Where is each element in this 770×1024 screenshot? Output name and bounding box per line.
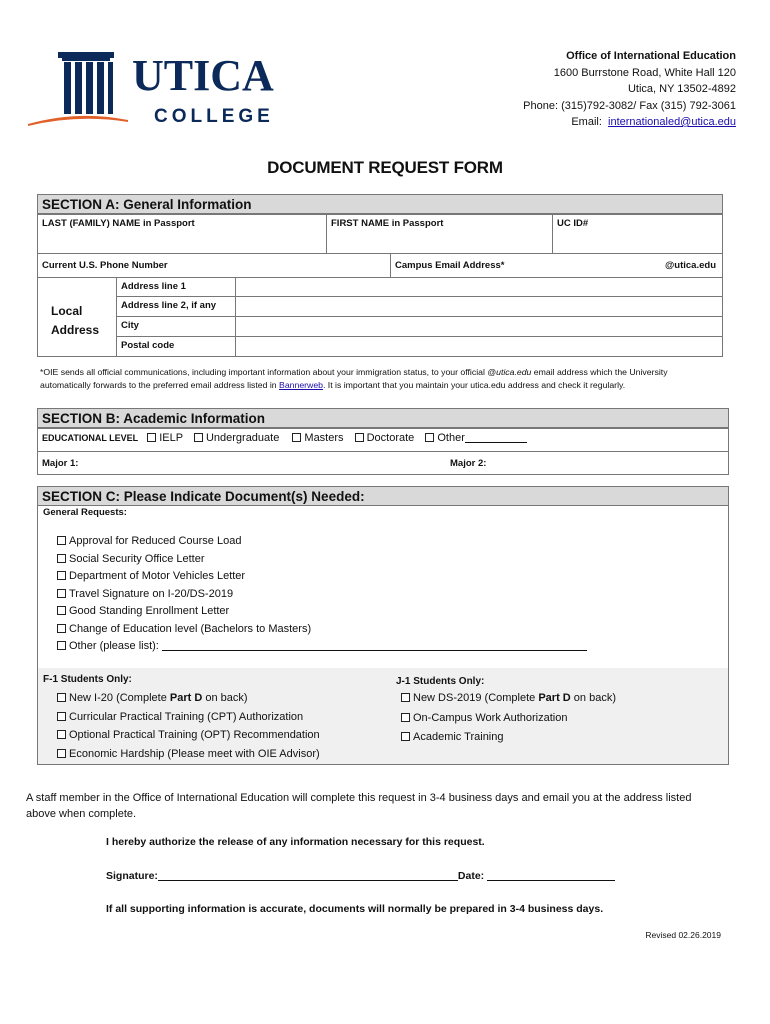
campus-email-label: Campus Email Address* — [395, 260, 505, 271]
office-address-1: 1600 Burrstone Road, White Hall 120 — [553, 66, 736, 79]
request-social-security-letter[interactable] — [57, 551, 587, 569]
request-dmv-letter[interactable] — [57, 568, 587, 586]
request-other[interactable] — [57, 638, 587, 656]
level-doctorate-option[interactable] — [355, 432, 415, 444]
j1-students-label: J-1 Students Only: — [396, 676, 485, 687]
j1-options-list — [401, 689, 616, 748]
educational-level-row — [37, 428, 729, 452]
logo-word-college: COLLEGE — [154, 106, 274, 127]
level-doctorate-label: Doctorate — [366, 432, 415, 444]
campus-email-suffix: @utica.edu — [665, 260, 716, 271]
signature-label: Signature: — [106, 870, 158, 882]
checkbox-icon[interactable] — [194, 433, 203, 442]
section-b-header: SECTION B: Academic Information — [37, 408, 729, 428]
checkbox-icon[interactable] — [57, 536, 66, 545]
level-ielp-option[interactable] — [147, 432, 183, 444]
checkbox-icon[interactable] — [57, 712, 66, 721]
other-request-blank[interactable] — [162, 650, 587, 651]
checkbox-icon[interactable] — [147, 433, 156, 442]
supporting-info-note: If all supporting information is accurate, documents will normally be prepared in 3-4 business days. — [106, 903, 604, 915]
level-masters-label: Masters — [304, 432, 344, 444]
i20-part-d: Part D — [169, 692, 203, 704]
general-requests-list — [57, 533, 587, 656]
form-title: DOCUMENT REQUEST FORM — [267, 158, 503, 177]
checkbox-icon[interactable] — [401, 732, 410, 741]
request-label: Department of Motor Vehicles Letter — [69, 570, 246, 582]
checkbox-icon[interactable] — [292, 433, 301, 442]
level-undergraduate-label: Undergraduate — [205, 432, 280, 444]
checkbox-icon[interactable] — [57, 693, 66, 702]
request-label: Good Standing Enrollment Letter — [69, 605, 230, 617]
f1-students-label: F-1 Students Only: — [43, 674, 132, 685]
checkbox-icon[interactable] — [425, 433, 434, 442]
postal-code-input[interactable] — [235, 336, 723, 357]
f1-cpt[interactable] — [57, 708, 320, 727]
address-line-2-input[interactable] — [235, 296, 723, 317]
note-email-domain: @utica.edu — [487, 367, 532, 377]
office-name: Office of International Education — [566, 50, 736, 62]
opt-label: Optional Practical Training (OPT) Recommendation — [69, 729, 320, 741]
utica-college-logo — [28, 48, 288, 128]
bannerweb-link[interactable]: Bannerweb — [279, 380, 323, 390]
note-text-3: automatically forwards to the preferred email address listed in — [40, 380, 280, 390]
major-1-field[interactable]: Major 1: — [42, 458, 79, 469]
office-email-label: Email: — [571, 116, 602, 128]
level-ielp-label: IELP — [159, 432, 183, 444]
i20-text-1: New I-20 (Complete — [69, 692, 170, 704]
office-email-link[interactable]: internationaled@utica.edu — [608, 116, 736, 128]
academic-training-label: Academic Training — [413, 731, 504, 743]
checkbox-icon[interactable] — [57, 571, 66, 580]
last-name-field[interactable]: LAST (FAMILY) NAME in Passport — [37, 214, 327, 254]
hardship-label: Economic Hardship (Please meet with OIE Advisor) — [69, 747, 320, 760]
office-address-2: Utica, NY 13502-4892 — [627, 83, 736, 95]
campus-email-field[interactable] — [390, 253, 723, 278]
request-travel-signature[interactable] — [57, 586, 587, 604]
level-other-option[interactable] — [425, 432, 527, 444]
city-label: City — [116, 316, 236, 337]
staff-note-line-1: A staff member in the Office of International Education will complete this request in 3-4 business days and email you at the address listed — [26, 792, 692, 804]
office-phone: Phone: (315)792-3082/ Fax (315) 792-3061 — [523, 99, 736, 112]
staff-note-line-2: above when complete. — [26, 808, 137, 820]
request-change-education-level[interactable] — [57, 621, 587, 639]
general-requests-label: General Requests: — [43, 507, 127, 518]
logo-word-utica: UTICA — [132, 51, 274, 100]
f1-options-list — [57, 689, 320, 763]
phone-field[interactable]: Current U.S. Phone Number — [37, 253, 391, 278]
note-text-4: . It is important that you maintain your utica.edu address and check it regularly. — [322, 380, 626, 390]
checkbox-icon[interactable] — [57, 730, 66, 739]
checkbox-icon[interactable] — [57, 606, 66, 615]
address-line-2-label: Address line 2, if any — [116, 296, 236, 317]
majors-row — [37, 451, 729, 475]
educational-level-label: EDUCATIONAL LEVEL — [42, 433, 139, 443]
checkbox-icon[interactable] — [401, 693, 410, 702]
section-a-header: SECTION A: General Information — [37, 194, 723, 214]
section-c-header: SECTION C: Please Indicate Document(s) Needed: — [37, 486, 729, 506]
signature-line[interactable] — [158, 880, 458, 881]
i20-text-2: on back) — [202, 692, 248, 704]
first-name-field[interactable]: FIRST NAME in Passport — [326, 214, 553, 254]
checkbox-icon[interactable] — [57, 749, 66, 758]
f1-opt[interactable] — [57, 726, 320, 745]
checkbox-icon[interactable] — [401, 713, 410, 722]
office-contact-block — [523, 48, 736, 131]
note-text-1: *OIE sends all official communications, including important information about your immigration status, to your official — [40, 367, 488, 377]
revised-date: Revised 02.26.2019 — [645, 930, 721, 940]
request-label: Social Security Office Letter — [69, 552, 205, 565]
level-other-blank[interactable] — [465, 442, 527, 443]
j1-on-campus-work[interactable] — [401, 709, 616, 729]
major-2-field[interactable]: Major 2: — [450, 458, 487, 469]
checkbox-icon[interactable] — [57, 624, 66, 633]
on-campus-label: On-Campus Work Authorization — [413, 711, 568, 724]
local-address-line-1: Local — [51, 304, 83, 318]
request-label: Other (please list): — [69, 640, 159, 652]
request-good-standing-letter[interactable] — [57, 603, 587, 621]
city-input[interactable] — [235, 316, 723, 337]
request-label: Change of Education level (Bachelors to Masters) — [69, 622, 312, 635]
columns-emblem-icon — [28, 52, 128, 126]
level-undergraduate-option[interactable] — [194, 432, 279, 444]
checkbox-icon[interactable] — [57, 641, 66, 650]
email-policy-note — [40, 366, 730, 392]
checkbox-icon[interactable] — [57, 589, 66, 598]
uc-id-field[interactable]: UC ID# — [552, 214, 723, 254]
j1-academic-training[interactable] — [401, 728, 616, 748]
date-line[interactable] — [487, 880, 615, 881]
request-label: Approval for Reduced Course Load — [69, 535, 242, 547]
level-masters-option[interactable] — [292, 432, 343, 444]
staff-completion-note — [26, 790, 746, 822]
checkbox-icon[interactable] — [57, 554, 66, 563]
local-address-label — [37, 277, 117, 357]
request-reduced-course-load[interactable] — [57, 533, 587, 551]
level-other-label: Other — [437, 432, 465, 444]
authorization-statement: I hereby authorize the release of any information necessary for this request. — [106, 836, 485, 848]
office-email-line — [523, 114, 736, 131]
ds2019-text-2: on back) — [570, 692, 616, 704]
signature-row — [106, 870, 615, 882]
postal-code-label: Postal code — [116, 336, 236, 357]
local-address-line-2: Address — [51, 323, 100, 337]
f1-new-i20[interactable] — [57, 689, 320, 708]
note-text-2: email address which the University — [531, 367, 668, 377]
f1-economic-hardship[interactable] — [57, 745, 320, 764]
request-label: Travel Signature on I-20/DS-2019 — [69, 587, 234, 600]
checkbox-icon[interactable] — [355, 433, 364, 442]
ds2019-part-d: Part D — [538, 692, 571, 704]
cpt-label: Curricular Practical Training (CPT) Authorization — [69, 710, 304, 723]
date-label: Date: — [457, 870, 485, 882]
ds2019-text-1: New DS-2019 (Complete — [413, 692, 539, 704]
j1-new-ds2019[interactable] — [401, 689, 616, 709]
address-line-1-input[interactable] — [235, 277, 723, 297]
address-line-1-label: Address line 1 — [116, 277, 236, 297]
